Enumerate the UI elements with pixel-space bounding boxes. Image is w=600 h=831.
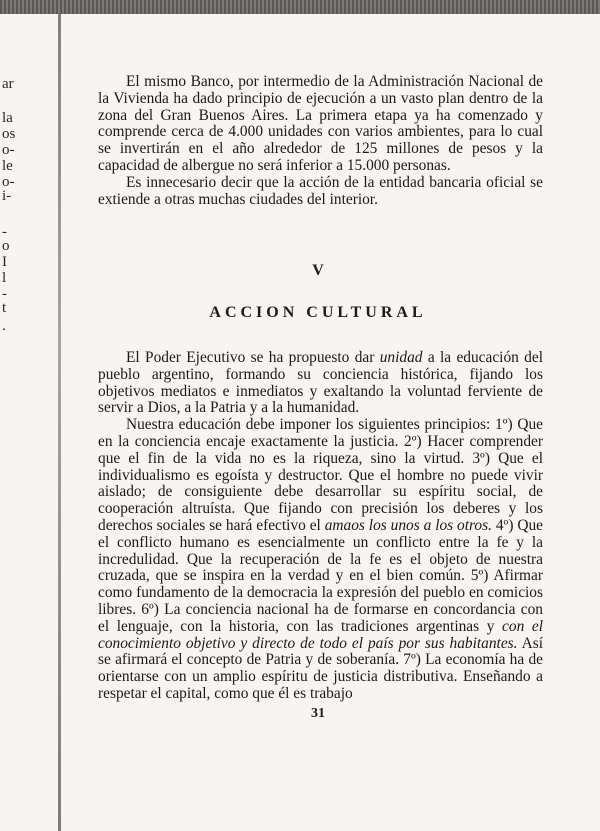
- paragraph: [98, 350, 543, 417]
- margin-fragment: t: [2, 300, 7, 316]
- italic-text: amaos los unos a los otros.: [324, 516, 492, 534]
- section-body: [98, 350, 543, 703]
- margin-fragment: os: [2, 126, 16, 142]
- text-span: 4º) Que el conflicto humano es esencialmente un conflicto entre la fe y la incredulidad. Que la recuperación de la fe es el objeto de nuestra cruzada, que se inspira en la verdad y en el bien común. 5º) Afirmar como fundamento de la democracia la expresión del pueblo en comicios libres. 6º) La conciencia nacional ha de formarse en concordancia con el lenguaje, con la historia, con las tradiciones argentinas y: [98, 516, 543, 635]
- text-span: a la educación del pueblo argentino, formando su conciencia histórica, fijando los objetivos mediatos e inmediatos y exaltando la voluntad ferviente de servir a Dios, a la Patria y a la humanidad.: [98, 349, 543, 417]
- paragraph: [98, 417, 543, 703]
- paragraph: El mismo Banco, por intermedio de la Administración Nacional de la Vivienda ha dado principio de ejecución a un vasto plan dentro de la zona del Gran Buenos Aires. La primera etapa ya ha comenzado y comprende cerca de 4.000 unidades con varios ambientes, para lo cual se invertirán en el año alrededor de 125 millones de pesos y la capacidad de albergue no será inferior a 15.000 personas.: [98, 73, 543, 174]
- margin-fragment: o: [2, 238, 10, 254]
- paragraph: Es innecesario decir que la acción de la entidad bancaria oficial se extiende a otras muchas ciudades del interior.: [98, 173, 543, 208]
- margin-fragment: -: [2, 286, 7, 302]
- margin-fragment: -: [2, 224, 7, 240]
- text-span: Así se afirmará el concepto de Patria y de soberanía. 7º) La economía ha de orientarse con un amplio espíritu de justicia distributiva. Enseñando a respetar el capital, como que él es trabajo: [98, 634, 543, 702]
- text-span: Nuestra educación debe imponer los siguientes principios: 1º) Que en la conciencia encaje exactamente la justicia. 2º) Hacer comprender que el fin de la vida no es la riqueza, sino la virtud. 3º) Que el individualismo es egoísta y destructor. Que el hombre no puede vivir aislado; de consiguiente debe desarrollar su espíritu social, de cooperación altruísta. Que fijando con precisión los deberes y los derechos sociales se hará efectivo el: [98, 416, 543, 534]
- margin-fragment: I: [2, 254, 7, 270]
- margin-fragment: la: [2, 110, 13, 126]
- intro-text: [98, 74, 543, 208]
- margin-fragment: l: [2, 270, 7, 286]
- scan-edge-band: [0, 0, 600, 14]
- margin-fragment: o-: [2, 174, 15, 190]
- margin-fragment: i-: [2, 188, 12, 204]
- page-number: 31: [311, 706, 325, 721]
- section-number: V: [312, 262, 324, 279]
- section-title: ACCION CULTURAL: [209, 304, 427, 321]
- margin-fragment: ar: [2, 76, 14, 92]
- italic-text: unidad: [379, 349, 423, 366]
- text-span: El Poder Ejecutivo se ha propuesto dar: [126, 349, 380, 366]
- italic-text: con el conocimiento objetivo y directo de todo el país por sus habitantes.: [98, 617, 543, 652]
- margin-fragment: o-: [2, 142, 15, 158]
- margin-fragment: .: [2, 318, 6, 334]
- margin-fragment: le: [2, 158, 13, 174]
